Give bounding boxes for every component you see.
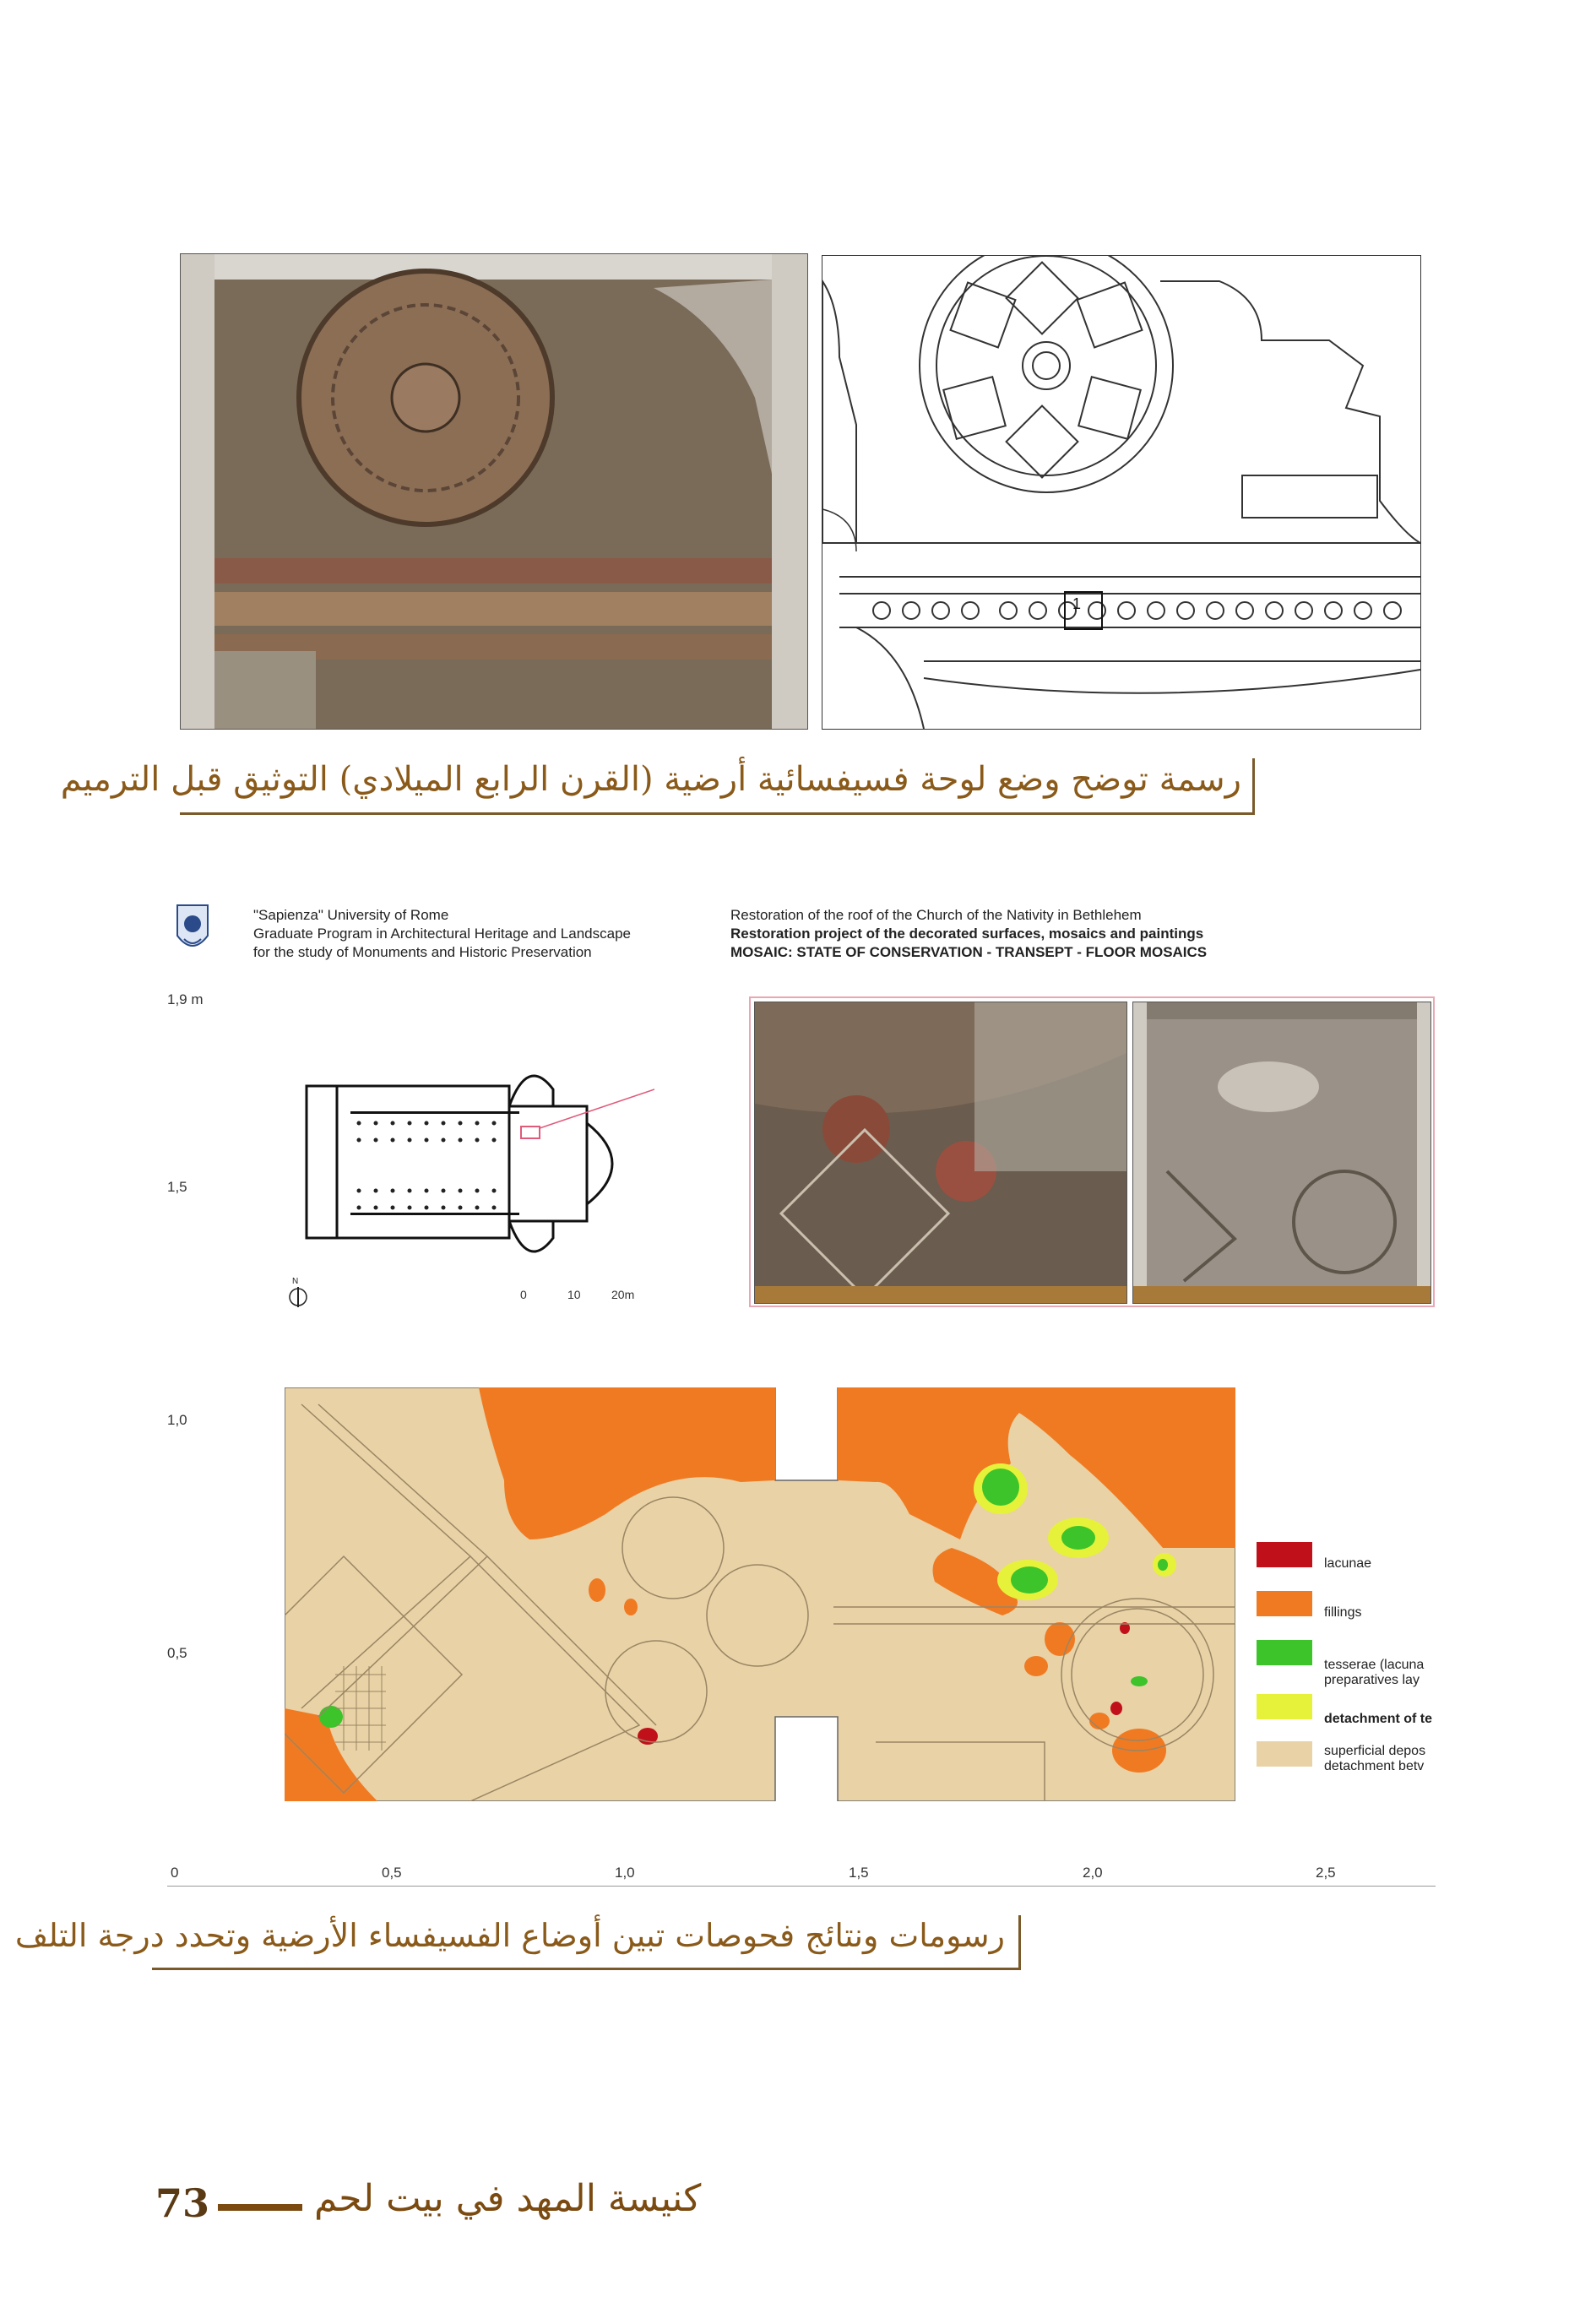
conservation-map xyxy=(285,1387,1235,1801)
bottom-caption: رسومات ونتائج فحوصات تبين أوضاع الفسيفساء الأرضية وتحدد درجة التلف xyxy=(14,1917,1005,1954)
plan-scale-0: 0 xyxy=(520,1288,527,1301)
university-line-2: Graduate Program in Architectural Heritage and Landscape xyxy=(253,926,631,942)
mosaic-photo xyxy=(180,253,808,730)
tesserae-4 xyxy=(319,1706,343,1728)
footer-rule xyxy=(218,2204,302,2211)
university-logo xyxy=(172,902,213,958)
tesserae-5 xyxy=(1158,1559,1168,1571)
top-caption: رسمة توضح وضع لوحة فسيفسائية أرضية (القرن الرابع الميلادي) التوثيق قبل الترميم xyxy=(60,760,1241,799)
x-label-2-5: 2,5 xyxy=(1316,1865,1336,1881)
y-label-1-0: 1,0 xyxy=(167,1412,187,1428)
tesserae-1 xyxy=(982,1469,1019,1506)
y-label-0-5: 0,5 xyxy=(167,1645,187,1661)
x-axis-line xyxy=(167,1886,1436,1887)
x-label-0-5: 0,5 xyxy=(382,1865,402,1881)
filling-patch-4 xyxy=(1024,1656,1048,1676)
project-line-3: MOSAIC: STATE OF CONSERVATION - TRANSEPT - FLOOR MOSAICS xyxy=(730,944,1208,960)
legend-swatch-tesserae xyxy=(1257,1640,1312,1665)
transept-photo-right xyxy=(1132,1002,1431,1304)
plan-scale-10: 10 xyxy=(567,1288,581,1301)
y-label-1-5: 1,5 xyxy=(167,1179,187,1195)
legend-label-detachment: detachment of te xyxy=(1324,1712,1433,1726)
mosaic-drawing-art xyxy=(822,256,1420,729)
project-block xyxy=(730,906,1207,962)
legend-swatch-detachment xyxy=(1257,1694,1312,1719)
church-floor-plan xyxy=(300,1056,654,1275)
north-label: N xyxy=(292,1277,299,1286)
legend-label-lacunae: lacunae xyxy=(1324,1556,1372,1571)
page-number: 73 xyxy=(155,2180,210,2226)
legend-label-tesserae-1: tesserae (lacuna xyxy=(1324,1658,1425,1672)
project-line-2: Restoration project of the decorated surfaces, mosaics and paintings xyxy=(730,926,1204,942)
drawing-marker: 1 xyxy=(1072,595,1082,612)
tesserae-6 xyxy=(1131,1676,1148,1686)
university-block xyxy=(253,906,631,962)
legend-label-tesserae-2: preparatives lay xyxy=(1324,1673,1420,1687)
mosaic-drawing xyxy=(822,255,1421,730)
tesserae-2 xyxy=(1061,1526,1095,1550)
north-arrow xyxy=(287,1275,309,1309)
transept-photos-frame xyxy=(749,996,1435,1307)
filling-patch-5 xyxy=(1089,1713,1110,1729)
x-label-2-0: 2,0 xyxy=(1083,1865,1103,1881)
x-label-1-5: 1,5 xyxy=(849,1865,869,1881)
legend-swatch-lacunae xyxy=(1257,1542,1312,1567)
legend-swatch-superficial xyxy=(1257,1741,1312,1767)
legend-label-superficial-2: detachment betv xyxy=(1324,1759,1425,1773)
x-label-1-0: 1,0 xyxy=(615,1865,635,1881)
filling-patch-6 xyxy=(589,1578,605,1602)
y-label-1-9: 1,9 m xyxy=(167,991,204,1007)
legend-swatch-fillings xyxy=(1257,1591,1312,1616)
filling-patch-7 xyxy=(624,1599,638,1615)
legend-label-superficial-1: superficial depos xyxy=(1324,1744,1426,1758)
project-line-1: Restoration of the roof of the Church of the Nativity in Bethlehem xyxy=(730,907,1142,923)
lacuna-3 xyxy=(1110,1702,1122,1715)
x-label-0: 0 xyxy=(171,1865,179,1881)
university-line-1: "Sapienza" University of Rome xyxy=(253,907,449,923)
transept-photo-left xyxy=(754,1002,1127,1304)
legend-label-fillings: fillings xyxy=(1324,1605,1362,1620)
university-line-3: for the study of Monuments and Historic Preservation xyxy=(253,944,592,960)
tesserae-3 xyxy=(1011,1566,1048,1593)
plan-scale-20: 20m xyxy=(611,1288,635,1301)
mosaic-photo-art xyxy=(181,254,807,729)
footer-title: كنيسة المهد في بيت لحم xyxy=(314,2177,702,2220)
